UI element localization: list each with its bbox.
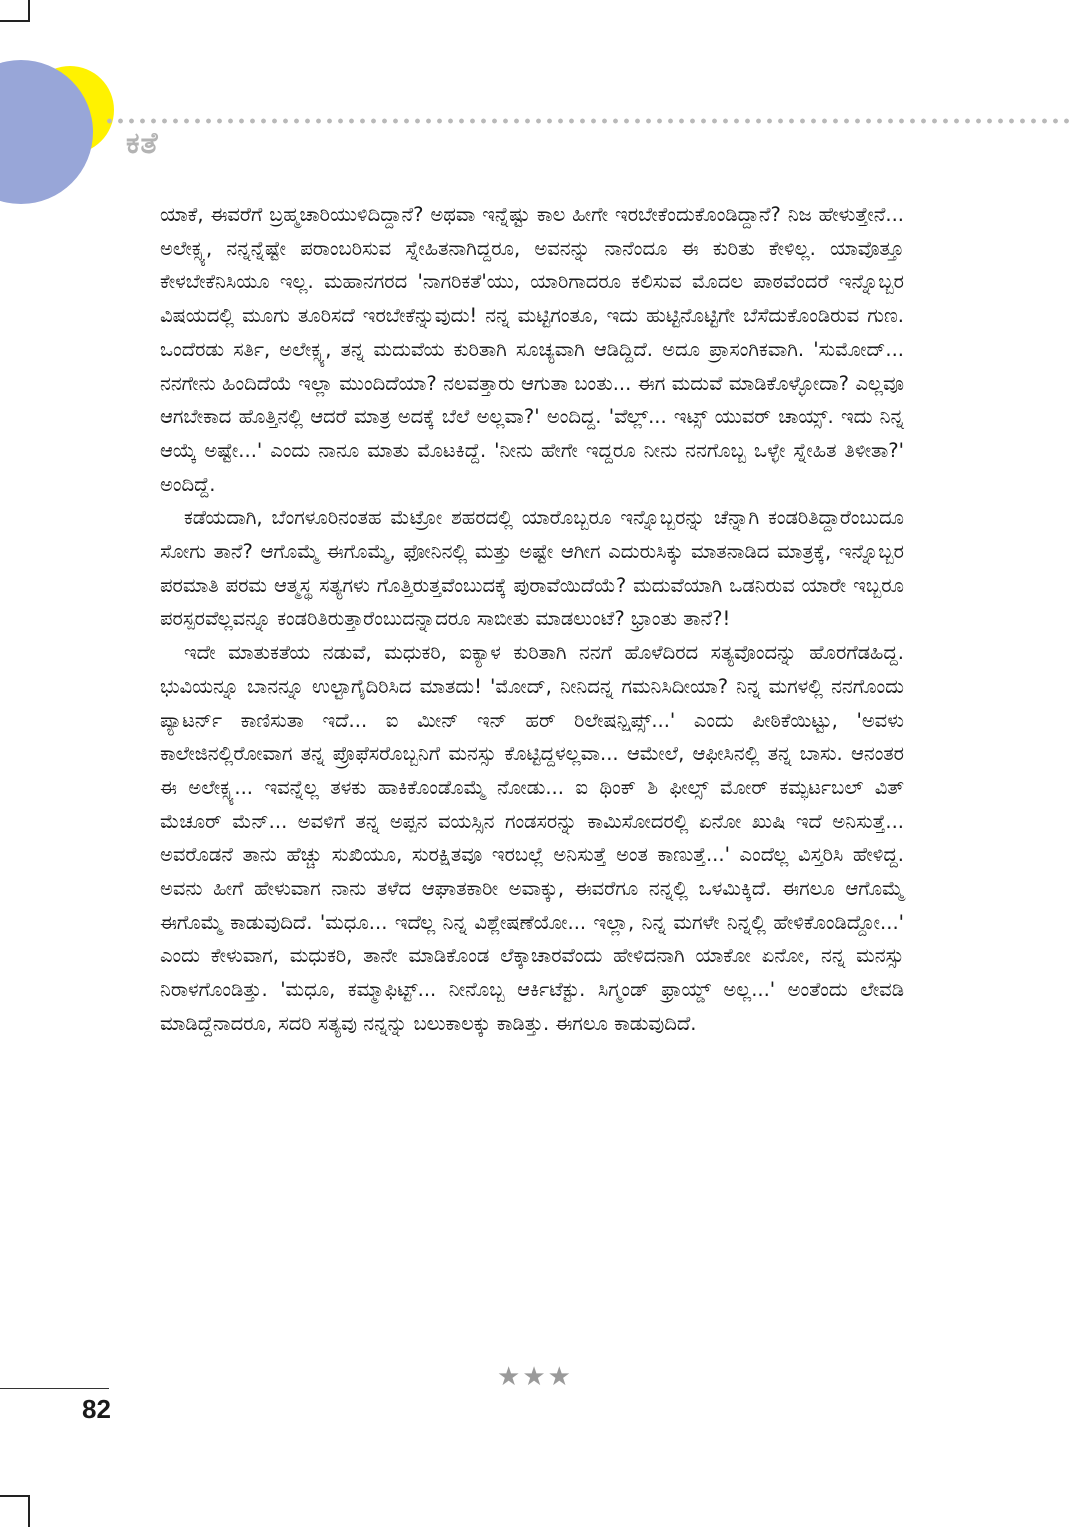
crop-mark-top-left xyxy=(0,0,30,22)
page-number: 82 xyxy=(82,1394,111,1424)
paragraph-3: ಇದೇ ಮಾತುಕತೆಯ ನಡುವೆ, ಮಧುಕರಿ, ಐಕ್ಯಾಳ ಕುರಿತಾಗಿ ನನಗೆ ಹೊಳೆದಿರದ ಸತ್ಯವೊಂದನ್ನು ಹೊರಗೆಡಹಿದ್ದ. ಭುವಿಯನ್ನೂ ಬಾನನ್ನೂ ಉಲ್ಟಾಗೈದಿರಿಸಿದ ಮಾತದು! 'ಮೋದ್, ನೀನಿದನ್ನ ಗಮನಿಸಿದೀಯಾ? ನಿನ್ನ ಮಗಳಲ್ಲಿ ನನಗೊಂದು ಪ್ಯಾಟರ್ನ್ ಕಾಣಿಸುತಾ ಇದೆ... ಐ ಮೀನ್ ಇನ್ ಹರ್ ರಿಲೇಷನ್ಷಿಪ್ಸ್...' ಎಂದು ಪೀಠಿಕೆಯಿಟ್ಟು, 'ಅವಳು ಕಾಲೇಜಿನಲ್ಲಿರೋವಾಗ ತನ್ನ ಪ್ರೊಫೆಸರೊಬ್ಬನಿಗೆ ಮನಸ್ಸು ಕೊಟ್ಟಿದ್ದಳಲ್ಲವಾ... ಆಮೇಲೆ, ಆಫೀಸಿನಲ್ಲಿ ತನ್ನ ಬಾಸು. ಆನಂತರ ಈ ಅಲೇಕ್ಸ್ಯ... ಇವನ್ನೆಲ್ಲ ತಳಕು ಹಾಕಿಕೊಂಡೊಮ್ಮೆ ನೋಡು... ಐ ಥಿಂಕ್ ಶಿ ಫೀಲ್ಸ್ ಮೋರ್ ಕಮ್ಫರ್ಟಬಲ್ ವಿತ್ ಮೆಚೂರ್ ಮೆನ್... ಅವಳಿಗೆ ತನ್ನ ಅಪ್ಪನ ವಯಸ್ಸಿನ ಗಂಡಸರನ್ನು ಕಾಮಿಸೋದರಲ್ಲಿ ಏನೋ ಖುಷಿ ಇದೆ ಅನಿಸುತ್ತೆ... ಅವರೊಡನೆ ತಾನು ಹೆಚ್ಚು ಸುಖಿಯೂ, ಸುರಕ್ಷಿತವೂ ಇರಬಲ್ಲೆ ಅನಿಸುತ್ತೆ ಅಂತ ಕಾಣುತ್ತೆ...' ಎಂದೆಲ್ಲ ವಿಸ್ತರಿಸಿ ಹೇಳಿದ್ದ. ಅವನು ಹೀಗೆ ಹೇಳುವಾಗ ನಾನು ತಳೆದ ಆಘಾತಕಾರೀ ಅವಾಕ್ಕು, ಈವರೆಗೂ ನನ್ನಲ್ಲಿ ಒಳಮಿಕ್ಕಿದೆ. ಈಗಲೂ ಆಗೊಮ್ಮೆ ಈಗೊಮ್ಮೆ ಕಾಡುವುದಿದೆ. 'ಮಧೂ... ಇದೆಲ್ಲ ನಿನ್ನ ವಿಶ್ಲೇಷಣೆಯೋ... ಇಲ್ಲಾ, ನಿನ್ನ ಮಗಳೇ ನಿನ್ನಲ್ಲಿ ಹೇಳಿಕೊಂಡಿದ್ದೋ...' ಎಂದು ಕೇಳುವಾಗ, ಮಧುಕರಿ, ತಾನೇ ಮಾಡಿಕೊಂಡ ಲೆಕ್ಕಾಚಾರವೆಂದು ಹೇಳಿದನಾಗಿ ಯಾಕೋ ಏನೋ, ನನ್ನ ಮನಸ್ಸು ನಿರಾಳಗೊಂಡಿತ್ತು. 'ಮಧೂ, ಕಮ್ಮಾಫಿಟ್ಟ್... ನೀನೊಬ್ಬ ಆರ್ಕಿಟೆಕ್ಟು. ಸಿಗ್ಮಂಡ್ ಫ್ರಾಯ್ಡ್ ಅಲ್ಲ...' ಅಂತೆಂದು ಲೇವಡಿ ಮಾಡಿದ್ದೆನಾದರೂ, ಸದರಿ ಸತ್ಯವು ನನ್ನನ್ನು ಬಲುಕಾಲಕ್ಕು ಕಾಡಿತ್ತು. ಈಗಲೂ ಕಾಡುವುದಿದೆ. xyxy=(160,641,904,1035)
crop-mark-bottom-left xyxy=(0,1495,30,1527)
dotted-header-rule xyxy=(104,117,1072,125)
story-body xyxy=(160,198,904,1041)
paragraph-2: ಕಡೆಯದಾಗಿ, ಬೆಂಗಳೂರಿನಂತಹ ಮೆಟ್ರೋ ಶಹರದಲ್ಲಿ ಯಾರೊಬ್ಬರೂ ಇನ್ನೊಬ್ಬರನ್ನು ಚೆನ್ನಾಗಿ ಕಂಡರಿತಿದ್ದಾರೆಂಬುದೂ ಸೋಗು ತಾನೆ? ಆಗೊಮ್ಮೆ ಈಗೊಮ್ಮೆ, ಫೋನಿನಲ್ಲಿ ಮತ್ತು ಅಷ್ಟೇ ಆಗೀಗ ಎದುರುಸಿಕ್ಕು ಮಾತನಾಡಿದ ಮಾತ್ರಕ್ಕೆ, ಇನ್ನೊಬ್ಬರ ಪರಮಾತಿ ಪರಮ ಆತ್ಮಸ್ಥ ಸತ್ಯಗಳು ಗೊತ್ತಿರುತ್ತವೆಂಬುದಕ್ಕೆ ಪುರಾವೆಯಿದೆಯೆ? ಮದುವೆಯಾಗಿ ಒಡನಿರುವ ಯಾರೇ ಇಬ್ಬರೂ ಪರಸ್ಪರವೆಲ್ಲವನ್ನೂ ಕಂಡರಿತಿರುತ್ತಾರೆಂಬುದನ್ನಾದರೂ ಸಾಬೀತು ಮಾಡಲುಂಟೆ? ಭ್ರಾಂತು ತಾನೆ?! xyxy=(160,506,904,631)
paragraph-1: ಯಾಕೆ, ಈವರೆಗೆ ಬ್ರಹ್ಮಚಾರಿಯುಳಿದಿದ್ದಾನೆ? ಅಥವಾ ಇನ್ನೆಷ್ಟು ಕಾಲ ಹೀಗೇ ಇರಬೇಕೆಂದುಕೊಂಡಿದ್ದಾನೆ? ನಿಜ ಹೇಳುತ್ತೇನೆ... ಅಲೇಕ್ಸ್ಯ, ನನ್ನನ್ನೆಷ್ಟೇ ಪರಾಂಬರಿಸುವ ಸ್ನೇಹಿತನಾಗಿದ್ದರೂ, ಅವನನ್ನು ನಾನೆಂದೂ ಈ ಕುರಿತು ಕೇಳಿಲ್ಲ. ಯಾವೊತ್ತೂ ಕೇಳಬೇಕೆನಿಸಿಯೂ ಇಲ್ಲ. ಮಹಾನಗರದ 'ನಾಗರಿಕತೆ'ಯು, ಯಾರಿಗಾದರೂ ಕಲಿಸುವ ಮೊದಲ ಪಾಠವೆಂದರೆ ಇನ್ನೊಬ್ಬರ ವಿಷಯದಲ್ಲಿ ಮೂಗು ತೂರಿಸದೆ ಇರಬೇಕೆನ್ನುವುದು! ನನ್ನ ಮಟ್ಟಿಗಂತೂ, ಇದು ಹುಟ್ಟಿನೊಟ್ಟಿಗೇ ಬೆಸೆದುಕೊಂಡಿರುವ ಗುಣ. ಒಂದೆರಡು ಸರ್ತಿ, ಅಲೇಕ್ಸ್ಯ, ತನ್ನ ಮದುವೆಯ ಕುರಿತಾಗಿ ಸೂಚ್ಯವಾಗಿ ಆಡಿದ್ದಿದೆ. ಅದೂ ಪ್ರಾಸಂಗಿಕವಾಗಿ. 'ಸುಮೋದ್... ನನಗೇನು ಹಿಂದಿದೆಯೆ ಇಲ್ಲಾ ಮುಂದಿದೆಯಾ? ನಲವತ್ತಾರು ಆಗುತಾ ಬಂತು... ಈಗ ಮದುವೆ ಮಾಡಿಕೊಳ್ಳೋದಾ? ಎಲ್ಲವೂ ಆಗಬೇಕಾದ ಹೊತ್ತಿನಲ್ಲಿ ಆದರೆ ಮಾತ್ರ ಅದಕ್ಕೆ ಬೆಲೆ ಅಲ್ಲವಾ?' ಅಂದಿದ್ದ. 'ವೆಲ್ಲ್... ಇಟ್ಸ್ ಯುವರ್ ಚಾಯ್ಸ್. ಇದು ನಿನ್ನ ಆಯ್ಕೆ ಅಷ್ಟೇ...' ಎಂದು ನಾನೂ ಮಾತು ಮೊಟಕಿದ್ದೆ. 'ನೀನು ಹೇಗೇ ಇದ್ದರೂ ನೀನು ನನಗೊಬ್ಬ ಒಳ್ಳೇ ಸ್ನೇಹಿತ ತಿಳೀತಾ?' ಅಂದಿದ್ದೆ. xyxy=(160,203,904,496)
section-separator-stars: ★★★ xyxy=(497,1362,573,1392)
footer-rule xyxy=(0,1388,109,1389)
section-title: ಕತೆ xyxy=(126,126,159,161)
decorative-circles xyxy=(0,48,118,208)
